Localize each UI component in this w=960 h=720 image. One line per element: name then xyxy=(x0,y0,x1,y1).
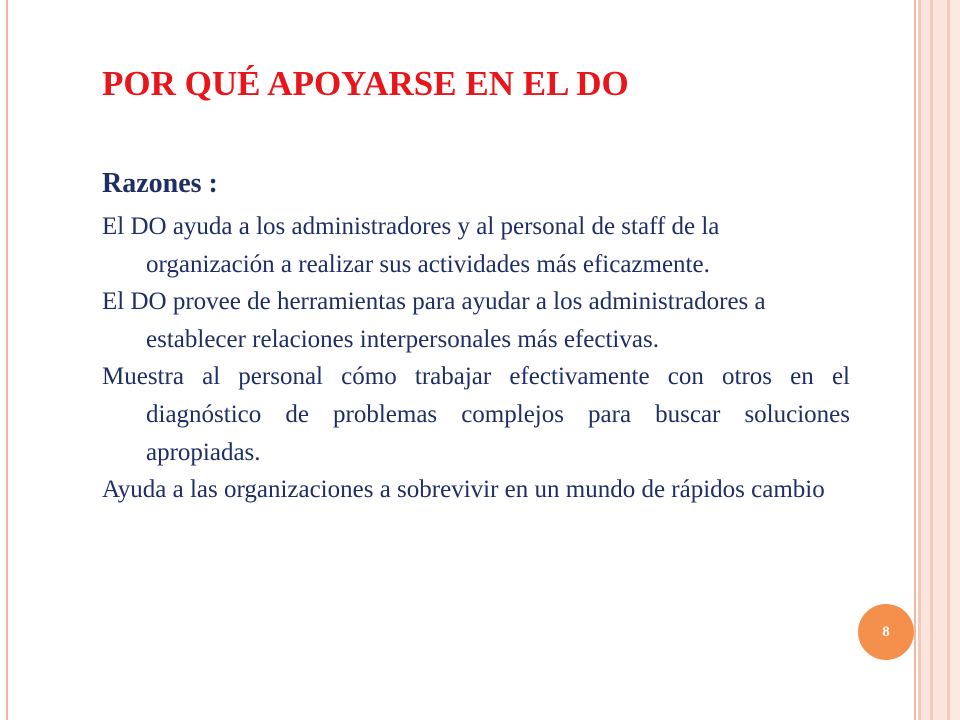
decorative-stripe xyxy=(950,0,960,720)
slide-body xyxy=(102,208,850,509)
paragraph-reason-1: El DO ayuda a los administradores y al personal de staff de la organización a realizar sus actividades más eficazmente. xyxy=(102,213,720,278)
paragraph-reason-2: El DO provee de herramientas para ayudar a los administradores a establecer relaciones interpersonales más efectivas. xyxy=(102,288,766,353)
section-heading: Razones : xyxy=(102,168,218,199)
paragraph-reason-3: Muestra al personal cómo trabajar efectivamente con otros en el diagnóstico de problemas complejos para buscar soluciones apropiadas. xyxy=(102,363,850,466)
slide-title: POR QUÉ APOYARSE EN EL DO xyxy=(102,64,629,103)
decorative-stripe xyxy=(921,0,930,720)
paragraph-reason-4: Ayuda a las organizaciones a sobrevivir en un mundo de rápidos cambio xyxy=(102,476,825,504)
page-number: 8 xyxy=(882,623,890,640)
decorative-stripe xyxy=(933,0,947,720)
page-number-badge xyxy=(858,604,914,660)
